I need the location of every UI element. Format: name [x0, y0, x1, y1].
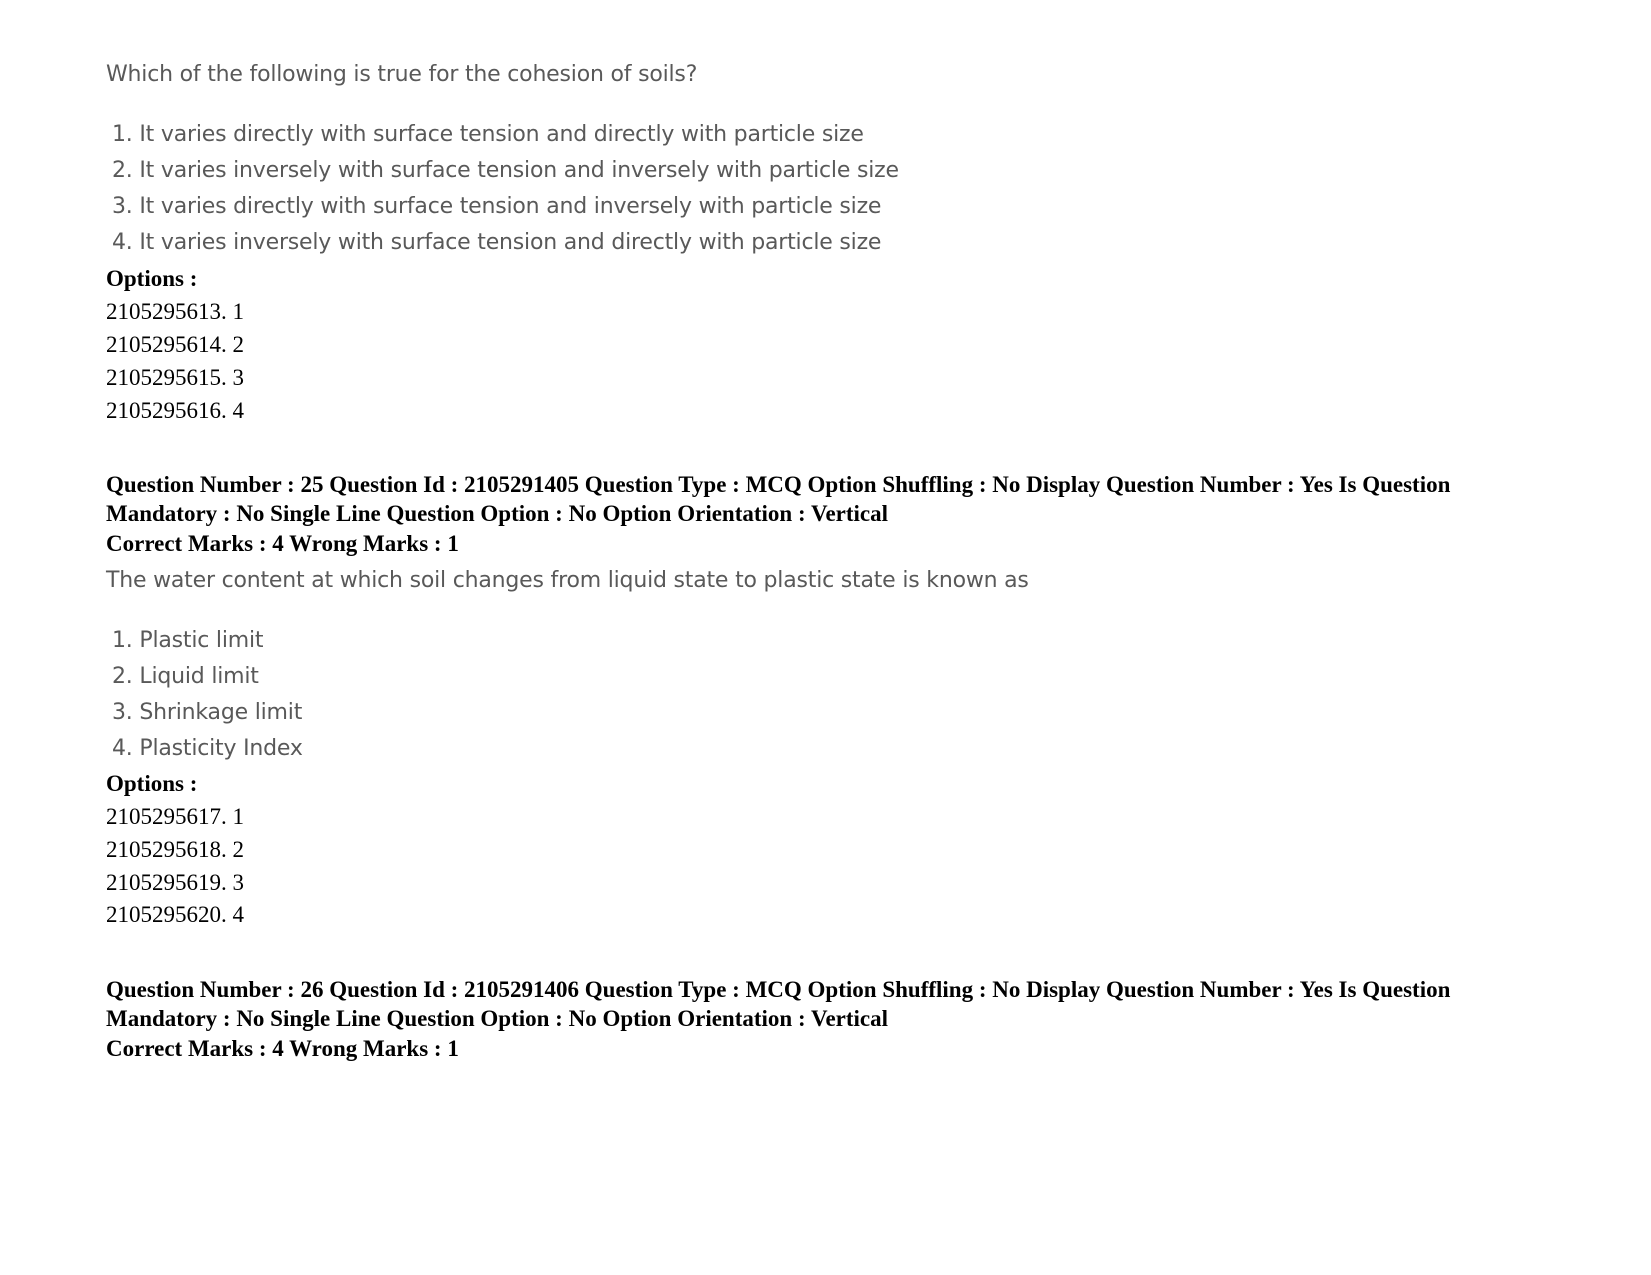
- answer-choice: 4. It varies inversely with surface tension and directly with particle size: [112, 230, 882, 255]
- answer-choice: 2. It varies inversely with surface tension and inversely with particle size: [112, 158, 899, 183]
- answer-choice: 3. It varies directly with surface tension and inversely with particle size: [112, 194, 882, 219]
- options-label: Options :: [106, 266, 198, 291]
- question-marks: Correct Marks : 4 Wrong Marks : 1: [106, 1036, 459, 1061]
- question-text: Which of the following is true for the cohesion of soils?: [106, 62, 698, 87]
- option-id-row: 2105295615. 3: [106, 365, 244, 390]
- option-id-row: 2105295614. 2: [106, 332, 244, 357]
- option-id-row: 2105295617. 1: [106, 804, 244, 829]
- answer-choice: 3. Shrinkage limit: [112, 700, 303, 725]
- option-id-row: 2105295619. 3: [106, 870, 244, 895]
- answer-choice: 2. Liquid limit: [112, 664, 259, 689]
- answer-choice: 1. It varies directly with surface tension and directly with particle size: [112, 122, 864, 147]
- option-id-row: 2105295618. 2: [106, 837, 244, 862]
- question-metadata: Question Number : 25 Question Id : 2105291405 Question Type : MCQ Option Shuffling : No Display Question Number : Yes Is Question Mandatory : No Single Line Question Option : No Option Orientation : Vertical: [106, 472, 1451, 526]
- question-marks: Correct Marks : 4 Wrong Marks : 1: [106, 531, 459, 556]
- option-id-row: 2105295620. 4: [106, 902, 244, 927]
- question-metadata: Question Number : 26 Question Id : 2105291406 Question Type : MCQ Option Shuffling : No Display Question Number : Yes Is Question Mandatory : No Single Line Question Option : No Option Orientation : Vertical: [106, 977, 1451, 1031]
- question-text: The water content at which soil changes from liquid state to plastic state is known as: [106, 568, 1029, 593]
- option-id-row: 2105295613. 1: [106, 299, 244, 324]
- option-id-row: 2105295616. 4: [106, 398, 244, 423]
- answer-choice: 4. Plasticity Index: [112, 736, 303, 761]
- answer-choice: 1. Plastic limit: [112, 628, 264, 653]
- options-label: Options :: [106, 771, 198, 796]
